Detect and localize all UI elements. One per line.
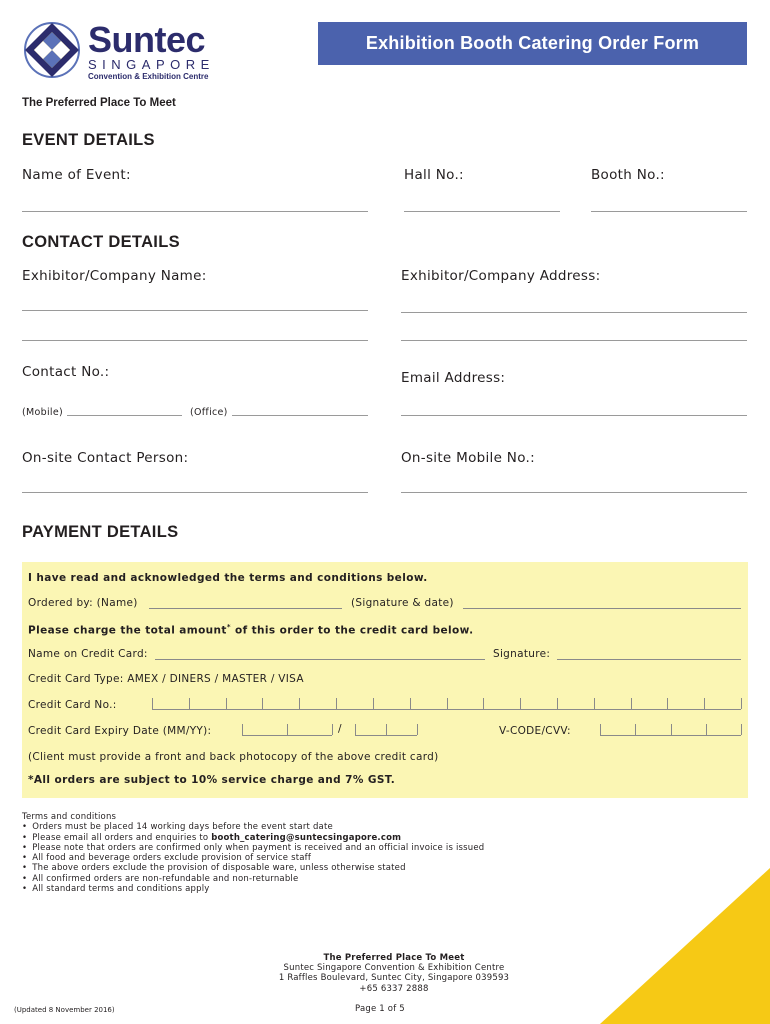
segment-tick <box>704 698 705 709</box>
payment-box <box>22 562 748 798</box>
signature-field[interactable] <box>557 659 741 660</box>
terms-item: • The above orders exclude the provision of disposable ware, unless otherwise stated <box>22 863 484 873</box>
mobile-field[interactable] <box>67 415 182 416</box>
terms-list <box>22 822 484 894</box>
form-title: Exhibition Booth Catering Order Form <box>318 22 747 65</box>
company-address-field-1[interactable] <box>401 312 747 313</box>
vcode-label: V-CODE/CVV: <box>499 725 571 737</box>
segment-tick <box>336 698 337 709</box>
card-no-label: Credit Card No.: <box>28 699 117 711</box>
booth-no-label: Booth No.: <box>591 167 665 183</box>
office-label: (Office) <box>190 407 228 418</box>
terms-item: • All standard terms and conditions apply <box>22 884 484 894</box>
segment-tick <box>386 724 387 735</box>
segment-tick <box>557 698 558 709</box>
onsite-person-label: On-site Contact Person: <box>22 450 189 466</box>
hall-no-field[interactable] <box>404 211 560 212</box>
mobile-label: (Mobile) <box>22 407 63 418</box>
terms-item: • Orders must be placed 14 working days before the event start date <box>22 822 484 832</box>
segment-tick <box>594 698 595 709</box>
company-name-field-2[interactable] <box>22 340 368 341</box>
photocopy-note: (Client must provide a front and back photocopy of the above credit card) <box>28 751 439 763</box>
segment-tick <box>373 698 374 709</box>
segment-tick <box>671 724 672 735</box>
segment-tick <box>520 698 521 709</box>
segment-tick <box>417 724 418 735</box>
terms-and-conditions <box>22 812 484 894</box>
onsite-mobile-field[interactable] <box>401 492 747 493</box>
segment-baseline <box>355 735 417 736</box>
signature-date-label: (Signature & date) <box>351 597 454 609</box>
contact-details-heading: CONTACT DETAILS <box>22 233 180 251</box>
brand-wordmark <box>88 21 215 82</box>
expiry-separator: / <box>338 723 342 735</box>
segment-tick <box>332 724 333 735</box>
ordered-by-field[interactable] <box>149 608 342 609</box>
charge-note <box>28 623 473 637</box>
event-details-heading: EVENT DETAILS <box>22 131 155 149</box>
segment-tick <box>635 724 636 735</box>
segment-baseline <box>242 735 332 736</box>
terms-item-text: Please email all orders and enquiries to <box>32 832 212 843</box>
terms-title: Terms and conditions <box>22 812 117 822</box>
segment-tick <box>262 698 263 709</box>
company-name-label: Exhibitor/Company Name: <box>22 268 207 284</box>
signature-label: Signature: <box>493 648 551 660</box>
hall-no-label: Hall No.: <box>404 167 464 183</box>
footer-tagline: The Preferred Place To Meet <box>323 953 465 963</box>
name-on-card-label: Name on Credit Card: <box>28 648 148 660</box>
footer-line-3: +65 6337 2888 <box>359 983 429 994</box>
company-address-field-2[interactable] <box>401 340 747 341</box>
terms-item: • Please note that orders are confirmed only when payment is received and an official invoice is issued <box>22 843 484 853</box>
terms-email-link[interactable]: booth_catering@suntecsingapore.com <box>211 832 402 843</box>
tagline: The Preferred Place To Meet <box>22 97 176 109</box>
segment-tick <box>242 724 243 735</box>
segment-baseline <box>152 709 741 710</box>
office-field[interactable] <box>232 415 368 416</box>
contact-no-label: Contact No.: <box>22 364 110 380</box>
corner-triangle <box>600 868 770 1024</box>
corner-decoration <box>600 868 770 1024</box>
card-type-label: Credit Card Type: AMEX / DINERS / MASTER / VISA <box>28 673 304 685</box>
segment-baseline <box>600 735 741 736</box>
charge-note-b: of this order to the credit card below. <box>230 624 474 637</box>
payment-details-heading: PAYMENT DETAILS <box>22 523 179 541</box>
segment-tick <box>287 724 288 735</box>
expiry-label: Credit Card Expiry Date (MM/YY): <box>28 725 212 737</box>
segment-tick <box>741 698 742 709</box>
charge-note-asterisk: * <box>226 623 231 631</box>
company-name-field-1[interactable] <box>22 310 368 311</box>
email-field[interactable] <box>401 415 747 416</box>
segment-tick <box>447 698 448 709</box>
suntec-logo <box>22 20 82 80</box>
page-number: Page 1 of 5 <box>355 1004 405 1014</box>
segment-tick <box>189 698 190 709</box>
updated-date: (Updated 8 November 2016) <box>14 1006 115 1014</box>
footer-line-1: Suntec Singapore Convention & Exhibition Centre <box>283 963 505 974</box>
footer-address <box>250 953 538 994</box>
brand-name: Suntec <box>88 19 206 60</box>
charge-note-a: Please charge the total amount <box>28 624 227 637</box>
service-charge-note: *All orders are subject to 10% service charge and 7% GST. <box>28 774 396 786</box>
segment-tick <box>410 698 411 709</box>
segment-tick <box>706 724 707 735</box>
booth-no-field[interactable] <box>591 211 747 212</box>
name-on-card-field[interactable] <box>155 659 485 660</box>
onsite-mobile-label: On-site Mobile No.: <box>401 450 535 466</box>
acknowledge-text: I have read and acknowledged the terms and conditions below. <box>28 572 428 584</box>
segment-tick <box>355 724 356 735</box>
name-of-event-label: Name of Event: <box>22 167 131 183</box>
terms-item: • All food and beverage orders exclude provision of service staff <box>22 853 484 863</box>
footer-line-2: 1 Raffles Boulevard, Suntec City, Singapore 039593 <box>278 973 510 984</box>
brand-sub: SINGAPORE <box>88 57 215 72</box>
segment-tick <box>741 724 742 735</box>
segment-tick <box>226 698 227 709</box>
name-of-event-field[interactable] <box>22 211 368 212</box>
email-label: Email Address: <box>401 370 506 386</box>
segment-tick <box>600 724 601 735</box>
brand-sub2: Convention & Exhibition Centre <box>88 72 209 81</box>
onsite-person-field[interactable] <box>22 492 368 493</box>
segment-tick <box>483 698 484 709</box>
signature-date-field[interactable] <box>463 608 741 609</box>
terms-item: • All confirmed orders are non-refundable and non-returnable <box>22 874 484 884</box>
terms-item <box>22 833 484 843</box>
ordered-by-label: Ordered by: (Name) <box>28 597 138 609</box>
segment-tick <box>299 698 300 709</box>
segment-tick <box>667 698 668 709</box>
segment-tick <box>152 698 153 709</box>
segment-tick <box>631 698 632 709</box>
company-address-label: Exhibitor/Company Address: <box>401 268 601 284</box>
